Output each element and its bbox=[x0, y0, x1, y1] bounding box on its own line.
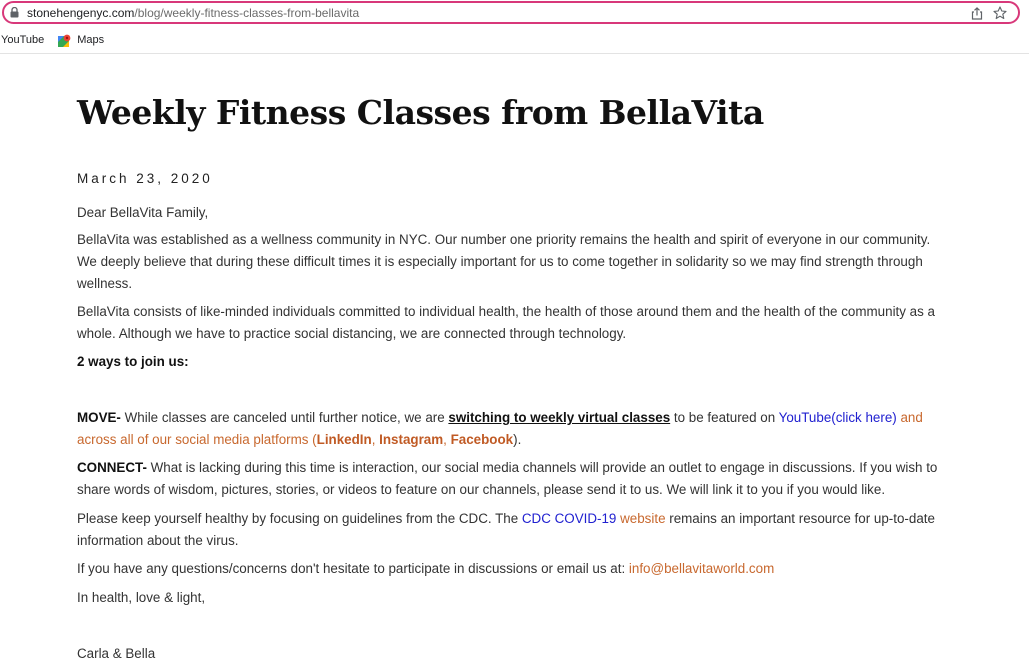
move-label: MOVE- bbox=[77, 410, 121, 425]
bookmark-maps[interactable] bbox=[58, 34, 104, 47]
ways-heading: 2 ways to join us: bbox=[77, 354, 189, 369]
greeting: Dear BellaVita Family, bbox=[77, 205, 209, 220]
url-host: stonehengenyc.com bbox=[27, 6, 135, 20]
address-bar[interactable] bbox=[2, 1, 1020, 24]
youtube-link[interactable]: YouTube(click here) bbox=[778, 410, 897, 425]
virtual-classes-link[interactable]: switching to weekly virtual classes bbox=[448, 410, 671, 425]
cdc-website-link[interactable]: website bbox=[620, 511, 666, 526]
paragraph-move bbox=[77, 407, 943, 451]
paragraph-intro: BellaVita was established as a wellness community in NYC. Our number one priority remains the health and spirit of everyone in our community. We deeply believe that during these difficult times it is especially important for us to come together in solidarity so we may find strength through wellness. bbox=[77, 232, 931, 291]
closing: In health, love & light, bbox=[77, 590, 206, 605]
maps-icon bbox=[58, 34, 71, 47]
lock-icon[interactable] bbox=[10, 7, 19, 18]
cdc-text-1: Please keep yourself healthy by focusing on guidelines from the CDC. The bbox=[77, 511, 522, 526]
connect-text: What is lacking during this time is interaction, our social media channels will provide an outlet to engage in discussions. If you wish to share words of wisdom, pictures, stories, or videos to feature on our channels, please send it to us. We will link it to you if you would like. bbox=[77, 460, 938, 497]
bookmark-youtube[interactable] bbox=[1, 34, 44, 46]
separator: , bbox=[443, 432, 451, 447]
paragraph-questions bbox=[77, 558, 943, 580]
browser-chrome bbox=[0, 0, 1029, 54]
post-date: March 23, 2020 bbox=[77, 171, 213, 186]
move-text-3: and across all of our social media platforms ( bbox=[77, 410, 923, 447]
move-text-1: While classes are canceled until further notice, we are bbox=[120, 410, 449, 425]
email-link[interactable]: info@bellavitaworld.com bbox=[628, 561, 775, 576]
bookmarks-bar bbox=[0, 30, 104, 50]
move-end: ). bbox=[513, 432, 522, 447]
questions-text: If you have any questions/concerns don't hesitate to participate in discussions or email us at: bbox=[77, 561, 629, 576]
paragraph-cdc bbox=[77, 508, 943, 552]
signature: Carla & Bella bbox=[77, 646, 156, 661]
cdc-text-2: remains an important resource for up-to-date information about the virus. bbox=[77, 511, 935, 548]
move-text-2: to be featured on bbox=[670, 410, 779, 425]
facebook-link[interactable]: Facebook bbox=[450, 432, 514, 447]
instagram-link[interactable]: Instagram bbox=[379, 432, 444, 447]
paragraph-connect bbox=[77, 457, 943, 501]
connect-label: CONNECT- bbox=[77, 460, 147, 475]
page-title: Weekly Fitness Classes from BellaVita bbox=[77, 93, 764, 132]
linkedin-link[interactable]: LinkedIn bbox=[316, 432, 372, 447]
paragraph-community: BellaVita consists of like-minded individuals committed to individual health, the health of those around them and the health of the community as a whole. Although we have to practice social distancing, we are connected through technology. bbox=[77, 304, 935, 341]
star-icon[interactable] bbox=[993, 6, 1007, 20]
share-icon[interactable] bbox=[971, 7, 983, 20]
cdc-covid-link[interactable]: CDC COVID-19 bbox=[521, 511, 617, 526]
bookmark-maps-label: Maps bbox=[77, 34, 105, 46]
separator: , bbox=[371, 432, 380, 447]
bookmark-youtube-label: YouTube bbox=[1, 34, 45, 46]
url-text[interactable] bbox=[27, 5, 359, 21]
url-path: /blog/weekly-fitness-classes-from-bellavita bbox=[134, 6, 360, 20]
